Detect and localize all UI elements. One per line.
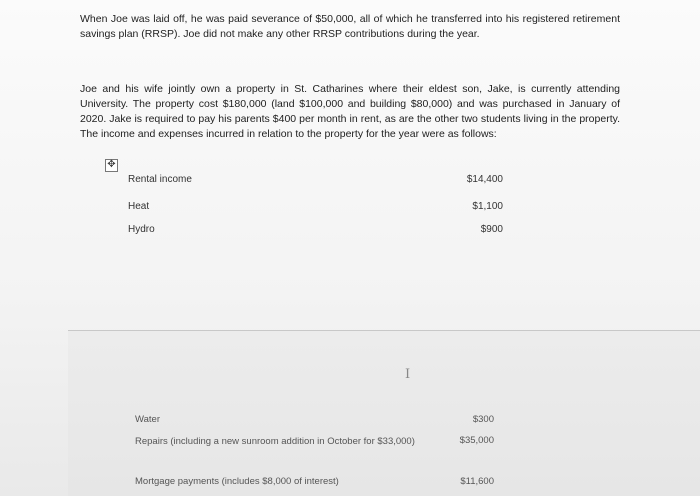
table-row-label: Hydro	[128, 224, 155, 235]
table-row-amount: $11,600	[460, 476, 494, 487]
table-row-label: Heat	[128, 201, 150, 212]
table-row-label: Rental income	[128, 174, 192, 185]
table-row-amount: $900	[480, 224, 503, 235]
paragraph-severance: When Joe was laid off, he was paid severance of $50,000, all of which he transferred into his registered retirement savings plan (RRSP). Joe did not make any other RRSP contributions during the year.	[80, 13, 620, 40]
text-cursor-icon: I	[405, 367, 411, 382]
table-row-amount: $1,100	[472, 201, 503, 212]
table-row-label: Repairs (including a new sunroom addition in October for $33,000)	[135, 436, 415, 447]
table-row-amount: $35,000	[459, 435, 494, 446]
table-row-label: Mortgage payments (includes $8,000 of interest)	[135, 476, 339, 487]
move-handle-icon[interactable]: ✥	[105, 159, 118, 172]
table-row-amount: $14,400	[466, 174, 503, 185]
paragraph-property: Joe and his wife jointly own a property in St. Catharines where their eldest son, Jake, is currently attending University. The property cost $180,000 (land $100,000 and building $80,000) and was purchased in January of 2020. Jake is required to pay his parents $400 per month in rent, as are the other two students living in the property. The income and expenses incurred in relation to the property for the year were as follows:	[80, 83, 620, 140]
table-row-label: Water	[135, 414, 160, 425]
table-row-amount: $300	[472, 414, 494, 425]
lower-section	[68, 331, 700, 496]
